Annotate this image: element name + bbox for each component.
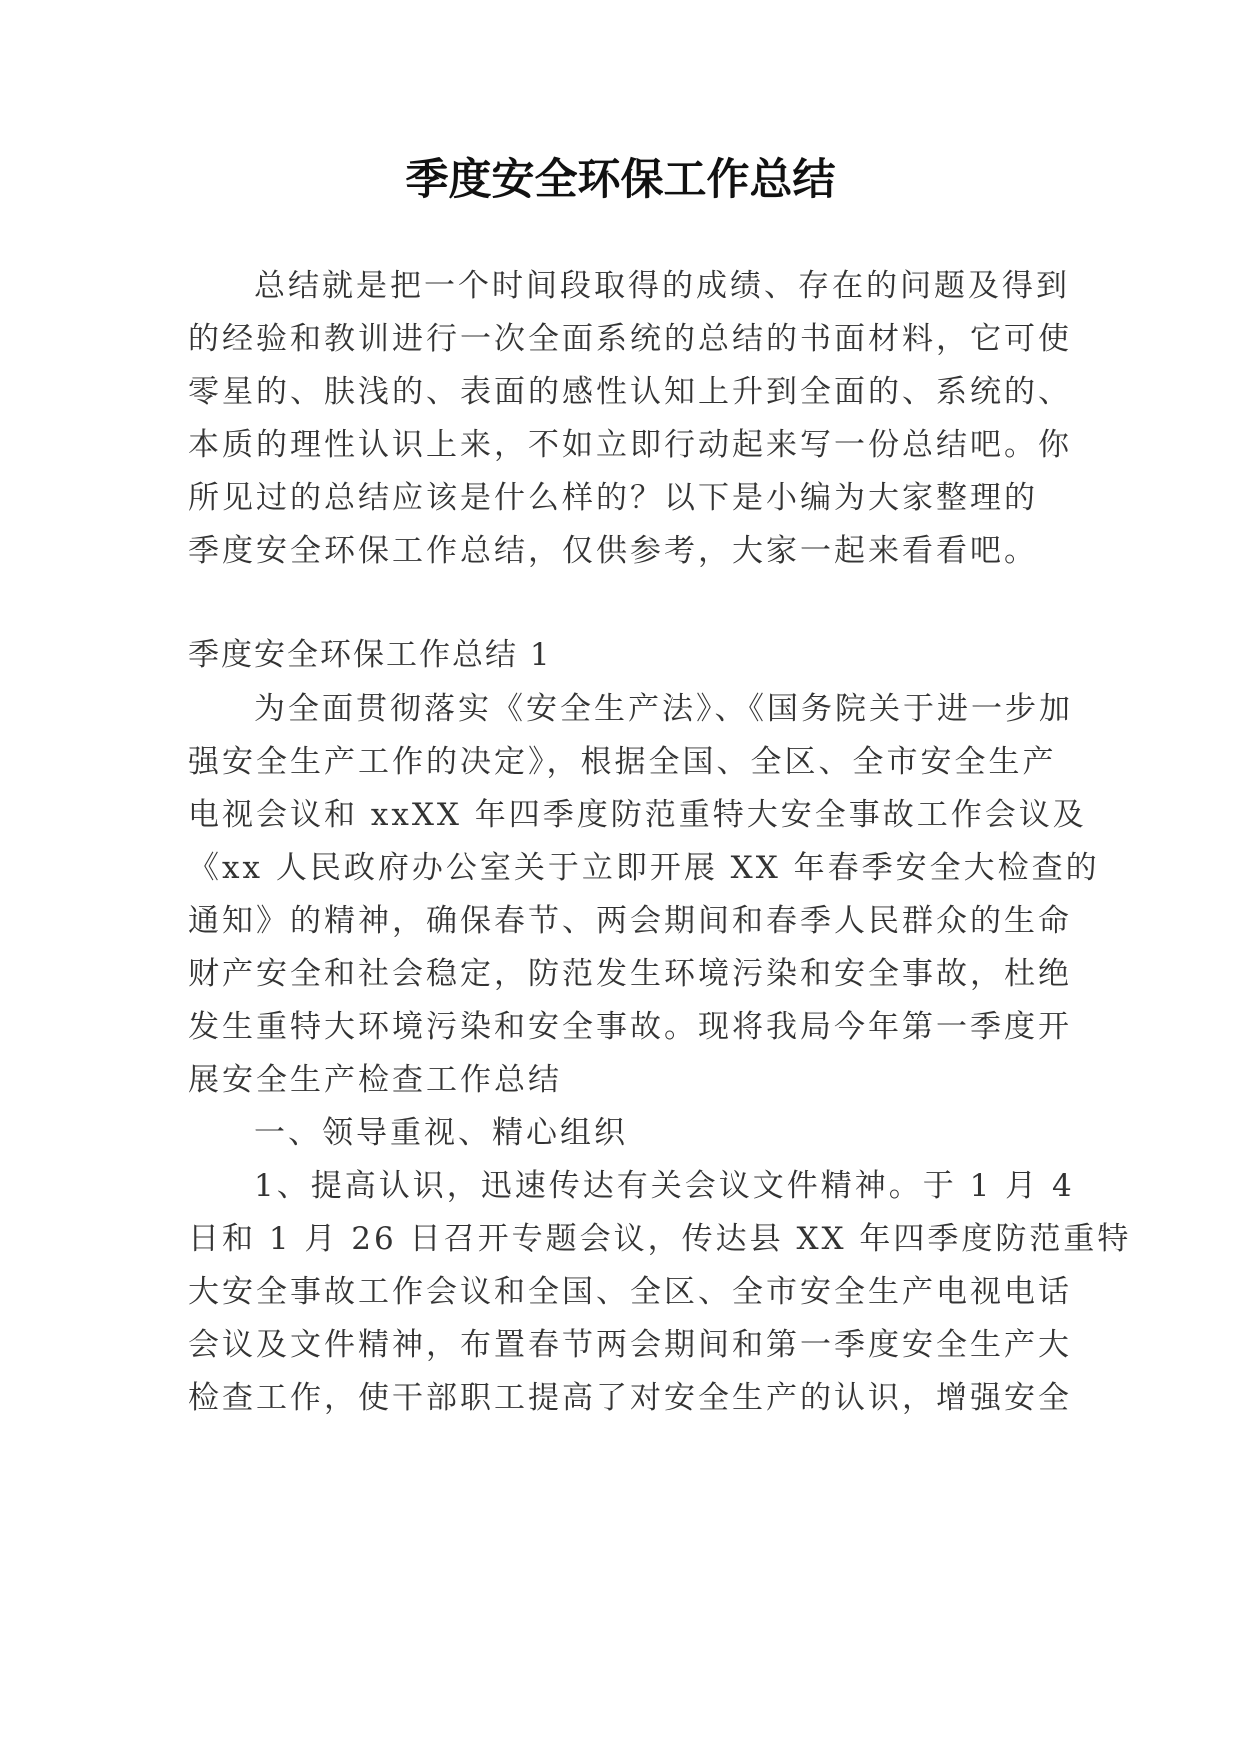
point-line: 会议及文件精神，布置春节两会期间和第一季度安全生产大 (188, 1327, 1072, 1363)
point-line: 检查工作，使干部职工提高了对安全生产的认识，增强安全 (188, 1380, 1072, 1416)
intro-line: 本质的理性认识上来，不如立即行动起来写一份总结吧。你 (188, 427, 1072, 463)
body-line: 强安全生产工作的决定》，根据全国、全区、全市安全生产 (188, 744, 1057, 780)
body-line: 发生重特大环境污染和安全事故。现将我局今年第一季度开 (188, 1009, 1072, 1045)
body-line: 为全面贯彻落实《安全生产法》、《国务院关于进一步加 (254, 691, 1073, 727)
body-line: 展安全生产检查工作总结 (188, 1062, 562, 1098)
body-line: 《xx 人民政府办公室关于立即开展 XX 年春季安全大检查的 (188, 850, 1100, 886)
point-line: 1、提高认识，迅速传达有关会议文件精神。于 1 月 4 (254, 1168, 1075, 1204)
section-heading: 一、领导重视、精心组织 (254, 1115, 628, 1151)
intro-line: 总结就是把一个时间段取得的成绩、存在的问题及得到 (254, 268, 1070, 304)
intro-line: 所见过的总结应该是什么样的？以下是小编为大家整理的 (188, 480, 1038, 516)
point-line: 大安全事故工作会议和全国、全区、全市安全生产电视电话 (188, 1274, 1072, 1310)
intro-line: 的经验和教训进行一次全面系统的总结的书面材料，它可使 (188, 321, 1072, 357)
intro-line: 季度安全环保工作总结，仅供参考，大家一起来看看吧。 (188, 533, 1038, 569)
body-line: 财产安全和社会稳定，防范发生环境污染和安全事故，杜绝 (188, 956, 1072, 992)
body-line: 通知》的精神，确保春节、两会期间和春季人民群众的生命 (188, 903, 1072, 939)
intro-line: 零星的、肤浅的、表面的感性认知上升到全面的、系统的、 (188, 374, 1072, 410)
document-title: 季度安全环保工作总结 (405, 155, 836, 205)
section-title: 季度安全环保工作总结 1 (188, 637, 552, 673)
body-line: 电视会议和 xxXX 年四季度防范重特大安全事故工作会议及 (188, 797, 1087, 833)
point-line: 日和 1 月 26 日召开专题会议，传达县 XX 年四季度防范重特 (188, 1221, 1132, 1257)
